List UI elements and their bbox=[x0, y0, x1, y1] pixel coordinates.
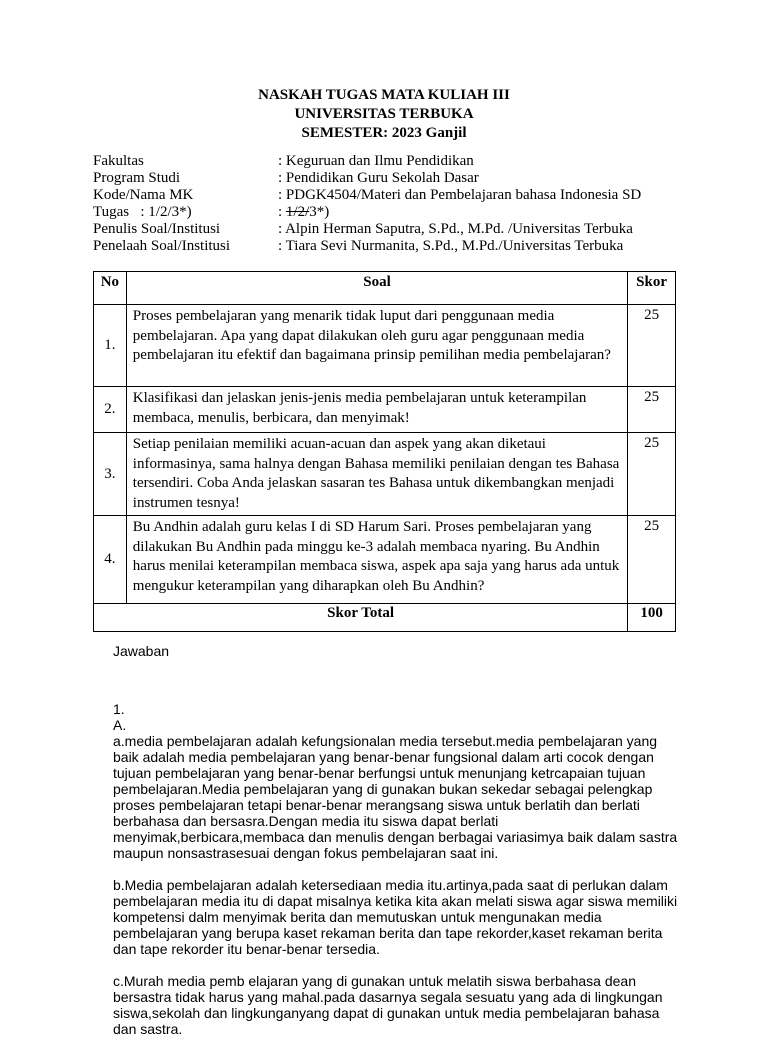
info-label: Tugas : 1/2/3*) bbox=[93, 204, 192, 220]
question-text: Klasifikasi dan jelaskan jenis-jenis media pembelajaran untuk keterampilan membaca, menulis, berbicara, dan menyimak! bbox=[126, 387, 627, 433]
info-value: : Pendidikan Guru Sekolah Dasar bbox=[278, 170, 479, 186]
question-text: Setiap penilaian memiliki acuan-acuan dan aspek yang akan diketaui informasinya, sama halnya dengan Bahasa memiliki penilaian dengan tes Bahasa tersendiri. Coba Anda jelaskan sasaran tes Bahasa untuk dikembangkan menjadi instrumen tesnya! bbox=[126, 433, 627, 516]
spacer bbox=[113, 659, 683, 691]
info-row-fakultas bbox=[93, 153, 641, 170]
question-text: Bu Andhin adalah guru kelas I di SD Harum Sari. Proses pembelajaran yang dilakukan Bu Andhin pada minggu ke-3 adalah membaca nyaring. Bu Andhin harus menilai keterampilan membaca siswa, aspek apa saja yang harus ada untuk mengukur keterampilan yang diharapkan oleh Bu Andhin? bbox=[126, 516, 627, 604]
spacer bbox=[113, 861, 683, 877]
question-text: Proses pembelajaran yang menarik tidak luput dari penggunaan media pembelajaran. Apa yang dapat dilakukan oleh guru agar penggunaan media pembelajaran itu efektif dan bagaimana prinsip pemilihan media pembelajaran? bbox=[126, 305, 627, 387]
info-row-penelaah bbox=[93, 238, 641, 255]
info-label: Penulis Soal/Institusi bbox=[93, 221, 221, 237]
column-header-soal: Soal bbox=[126, 272, 627, 305]
table-row bbox=[94, 433, 676, 516]
questions-table bbox=[93, 271, 676, 632]
column-header-no: No bbox=[94, 272, 127, 305]
total-row bbox=[94, 604, 676, 632]
question-number: 1. bbox=[94, 305, 127, 387]
info-value: : Alpin Herman Saputra, S.Pd., M.Pd. /Universitas Terbuka bbox=[278, 221, 633, 237]
answer-paragraph-b: b.Media pembelajaran adalah ketersediaan media itu.artinya,pada saat di perlukan dalam pembelajaran media itu di dapat misalnya ketika kita akan melati siswa agar siswa memiliki kompetensi dalm menyimak berita dan memutuskan untuk mengunakan media pembelajaran yang berupa kaset rekaman berita dan tape rekorder,kaset rekaman berita dan tape rekorder itu benar-benar tersedia. bbox=[113, 877, 678, 957]
answer-paragraph-a: a.media pembelajaran adalah kefungsionalan media tersebut.media pembelajaran yang baik adalah media pembelajaran yang benar-benar fungsional dalam arti cocok dengan tujuan pembelajaran yang benar-benar berfungsi untuk menunjang ketrcapaian tujuan pembelajaran.Media pembelajaran yang di gunakan bukan sekedar sebagai pelengkap proses pembelajaran tetapi benar-benar merangsang siswa untuk berlatih dan berlati berbahasa dan bersasra.Dengan media itu siswa dapat berlati menyimak,berbicara,membaca dan menulis dengan berbagai variasimya baik dalam sastra maupun nonsastrasesuai dengan fokus pembelajaran saat ini. bbox=[113, 733, 678, 861]
answer-letter: A. bbox=[113, 717, 127, 733]
tugas-prefix: : bbox=[278, 204, 286, 220]
total-label: Skor Total bbox=[94, 604, 628, 632]
spacer bbox=[113, 957, 683, 973]
info-label: Program Studi bbox=[93, 170, 181, 186]
info-value: : Tiara Sevi Nurmanita, S.Pd., M.Pd./Universitas Terbuka bbox=[278, 238, 624, 254]
table-row bbox=[94, 516, 676, 604]
question-score: 25 bbox=[628, 516, 676, 604]
info-value bbox=[278, 204, 329, 221]
header-semester: SEMESTER: 2023 Ganjil bbox=[301, 125, 467, 141]
column-header-skor: Skor bbox=[628, 272, 676, 305]
table-row bbox=[94, 387, 676, 433]
table-header-row bbox=[94, 272, 676, 305]
answer-number: 1. bbox=[113, 701, 125, 717]
header-university: UNIVERSITAS TERBUKA bbox=[294, 106, 474, 122]
header-title: NASKAH TUGAS MATA KULIAH III bbox=[258, 87, 510, 103]
question-score: 25 bbox=[628, 433, 676, 516]
info-label: Kode/Nama MK bbox=[93, 187, 194, 203]
question-score: 25 bbox=[628, 387, 676, 433]
info-label: Fakultas bbox=[93, 153, 144, 169]
question-number: 4. bbox=[94, 516, 127, 604]
info-row-program-studi bbox=[93, 170, 641, 187]
total-value: 100 bbox=[628, 604, 676, 632]
question-score: 25 bbox=[628, 305, 676, 387]
table-row bbox=[94, 305, 676, 387]
tugas-struck-numbers: 1/2/ bbox=[285, 204, 310, 220]
info-label: Penelaah Soal/Institusi bbox=[93, 238, 231, 254]
spacer bbox=[113, 691, 683, 701]
answer-paragraph-c: c.Murah media pemb elajaran yang di gunakan untuk melatih siswa berbahasa dean bersastra tidak harus yang mahal.pada dasarnya segala sesuatu yang ada di lingkungan siswa,sekolah dan lingkunganyang dapat di gunakan untuk media pembelajaran bahasa dan sastra. bbox=[113, 973, 663, 1037]
info-row-penulis bbox=[93, 221, 641, 238]
answers-heading: Jawaban bbox=[113, 643, 170, 659]
answers-section bbox=[113, 643, 683, 1037]
question-number: 2. bbox=[94, 387, 127, 433]
question-number: 3. bbox=[94, 433, 127, 516]
tugas-number: 3*) bbox=[309, 204, 330, 220]
info-row-kode-mk bbox=[93, 187, 641, 204]
info-row-tugas bbox=[93, 204, 641, 221]
course-info bbox=[93, 153, 641, 255]
info-value: : Keguruan dan Ilmu Pendidikan bbox=[278, 153, 474, 169]
document-header bbox=[0, 86, 768, 143]
info-value: : PDGK4504/Materi dan Pembelajaran bahasa Indonesia SD bbox=[278, 187, 642, 203]
